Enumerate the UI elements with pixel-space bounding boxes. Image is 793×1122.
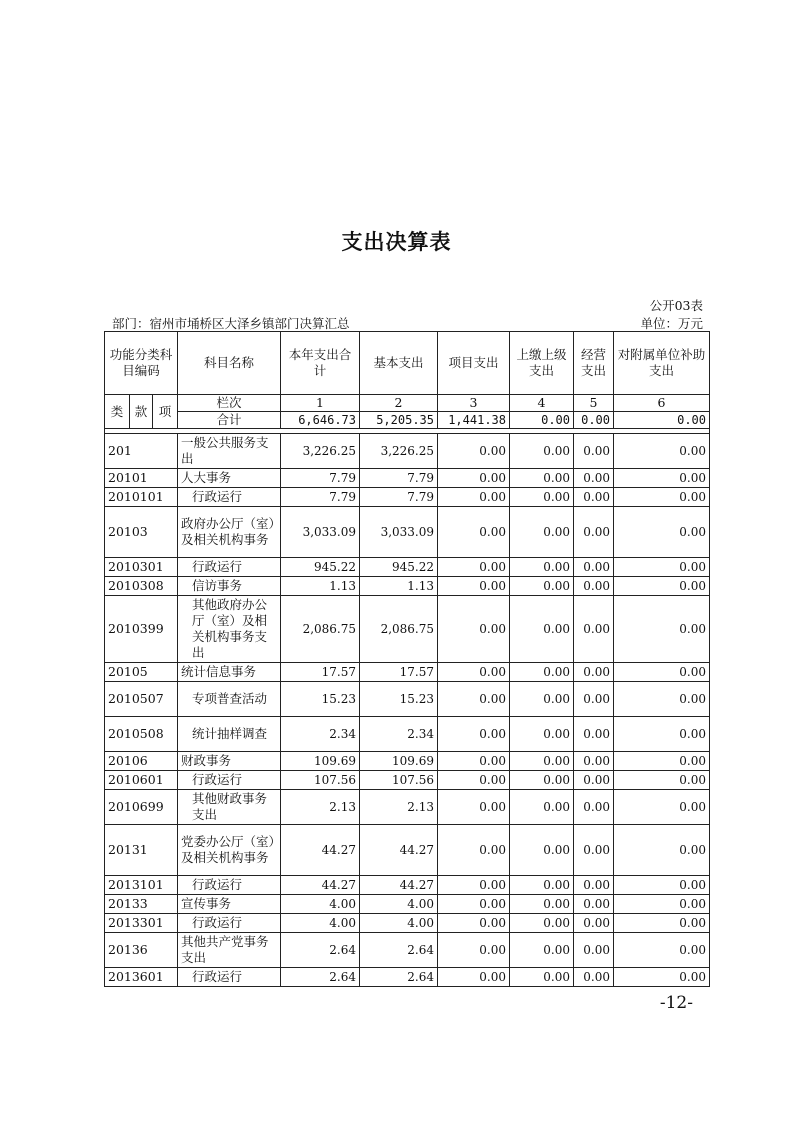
row-value-total: 945.22 [281, 558, 360, 577]
row-value-total: 3,226.25 [281, 434, 360, 469]
row-value-basic: 7.79 [360, 488, 438, 507]
table-row [105, 558, 710, 577]
row-value-total: 15.23 [281, 682, 360, 717]
row-code: 2013101 [105, 876, 178, 895]
col-index-6: 6 [614, 395, 710, 412]
row-value-subsidy: 0.00 [614, 876, 710, 895]
row-value-upper: 0.00 [510, 895, 574, 914]
row-value-subsidy: 0.00 [614, 895, 710, 914]
total-value-business: 0.00 [574, 412, 614, 429]
row-value-total: 17.57 [281, 663, 360, 682]
row-value-upper: 0.00 [510, 825, 574, 876]
row-value-project: 0.00 [438, 596, 510, 663]
row-value-subsidy: 0.00 [614, 752, 710, 771]
table-row [105, 577, 710, 596]
row-value-project: 0.00 [438, 682, 510, 717]
header-upper: 上缴上级支出 [510, 332, 574, 395]
row-value-subsidy: 0.00 [614, 825, 710, 876]
row-value-basic: 44.27 [360, 876, 438, 895]
row-subject-name: 统计抽样调查 [178, 717, 281, 752]
header-subsidy: 对附属单位补助支出 [614, 332, 710, 395]
row-value-business: 0.00 [574, 790, 614, 825]
row-code: 20136 [105, 933, 178, 968]
row-value-business: 0.00 [574, 914, 614, 933]
header-basic: 基本支出 [360, 332, 438, 395]
row-subject-name: 行政运行 [178, 914, 281, 933]
header-subject-name: 科目名称 [178, 332, 281, 395]
row-value-total: 44.27 [281, 825, 360, 876]
row-value-basic: 4.00 [360, 895, 438, 914]
row-code: 2010699 [105, 790, 178, 825]
row-value-basic: 2.13 [360, 790, 438, 825]
row-code: 20131 [105, 825, 178, 876]
row-subject-name: 党委办公厅（室）及相关机构事务 [178, 825, 281, 876]
row-code: 20106 [105, 752, 178, 771]
row-code: 2013301 [105, 914, 178, 933]
row-value-upper: 0.00 [510, 717, 574, 752]
row-value-business: 0.00 [574, 752, 614, 771]
row-code: 20133 [105, 895, 178, 914]
row-value-upper: 0.00 [510, 933, 574, 968]
row-subject-name: 宣传事务 [178, 895, 281, 914]
col-index-5: 5 [574, 395, 614, 412]
table-row [105, 895, 710, 914]
row-value-business: 0.00 [574, 771, 614, 790]
row-value-project: 0.00 [438, 895, 510, 914]
row-value-basic: 2.64 [360, 968, 438, 987]
row-code: 20105 [105, 663, 178, 682]
row-value-subsidy: 0.00 [614, 968, 710, 987]
table-row [105, 771, 710, 790]
row-value-subsidy: 0.00 [614, 558, 710, 577]
row-value-project: 0.00 [438, 914, 510, 933]
row-subject-name: 人大事务 [178, 469, 281, 488]
row-value-business: 0.00 [574, 434, 614, 469]
row-code: 2010508 [105, 717, 178, 752]
row-value-basic: 1.13 [360, 577, 438, 596]
row-subject-name: 行政运行 [178, 968, 281, 987]
header-project: 项目支出 [438, 332, 510, 395]
row-value-upper: 0.00 [510, 434, 574, 469]
row-value-business: 0.00 [574, 717, 614, 752]
row-value-total: 44.27 [281, 876, 360, 895]
row-value-business: 0.00 [574, 469, 614, 488]
row-value-project: 0.00 [438, 488, 510, 507]
row-value-total: 4.00 [281, 914, 360, 933]
department-label: 部门：宿州市埇桥区大泽乡镇部门决算汇总 [112, 316, 350, 331]
row-value-total: 7.79 [281, 488, 360, 507]
header-kuan: 款 [130, 395, 153, 429]
row-value-project: 0.00 [438, 825, 510, 876]
row-value-project: 0.00 [438, 968, 510, 987]
row-value-basic: 107.56 [360, 771, 438, 790]
row-subject-name: 行政运行 [178, 771, 281, 790]
row-subject-name: 行政运行 [178, 488, 281, 507]
row-subject-name: 行政运行 [178, 876, 281, 895]
row-value-total: 2.13 [281, 790, 360, 825]
total-value-total: 6,646.73 [281, 412, 360, 429]
row-value-basic: 3,226.25 [360, 434, 438, 469]
table-row [105, 790, 710, 825]
table-body [105, 434, 710, 987]
row-value-business: 0.00 [574, 558, 614, 577]
col-index-2: 2 [360, 395, 438, 412]
row-value-project: 0.00 [438, 933, 510, 968]
row-value-project: 0.00 [438, 876, 510, 895]
row-value-project: 0.00 [438, 507, 510, 558]
unit-label: 单位：万元 [640, 316, 703, 331]
row-subject-name: 一般公共服务支出 [178, 434, 281, 469]
row-code: 2010101 [105, 488, 178, 507]
header-lanci: 栏次 [178, 395, 281, 412]
row-value-project: 0.00 [438, 577, 510, 596]
row-value-business: 0.00 [574, 895, 614, 914]
row-value-basic: 7.79 [360, 469, 438, 488]
row-code: 2013601 [105, 968, 178, 987]
row-value-basic: 2.34 [360, 717, 438, 752]
row-value-basic: 4.00 [360, 914, 438, 933]
row-value-subsidy: 0.00 [614, 771, 710, 790]
row-value-basic: 945.22 [360, 558, 438, 577]
row-code: 2010601 [105, 771, 178, 790]
total-value-basic: 5,205.35 [360, 412, 438, 429]
table-row [105, 682, 710, 717]
table-row [105, 596, 710, 663]
row-value-total: 7.79 [281, 469, 360, 488]
row-subject-name: 行政运行 [178, 558, 281, 577]
page-title: 支出决算表 [341, 229, 452, 254]
row-value-basic: 2,086.75 [360, 596, 438, 663]
row-subject-name: 信访事务 [178, 577, 281, 596]
row-value-business: 0.00 [574, 596, 614, 663]
row-value-upper: 0.00 [510, 876, 574, 895]
row-value-upper: 0.00 [510, 790, 574, 825]
row-value-total: 2,086.75 [281, 596, 360, 663]
row-value-total: 3,033.09 [281, 507, 360, 558]
row-value-project: 0.00 [438, 717, 510, 752]
row-value-upper: 0.00 [510, 663, 574, 682]
table-row [105, 717, 710, 752]
row-value-subsidy: 0.00 [614, 717, 710, 752]
row-value-project: 0.00 [438, 771, 510, 790]
total-value-project: 1,441.38 [438, 412, 510, 429]
row-value-upper: 0.00 [510, 488, 574, 507]
table-row [105, 914, 710, 933]
row-value-basic: 44.27 [360, 825, 438, 876]
row-value-upper: 0.00 [510, 968, 574, 987]
row-value-business: 0.00 [574, 577, 614, 596]
row-value-subsidy: 0.00 [614, 682, 710, 717]
row-value-subsidy: 0.00 [614, 469, 710, 488]
total-label: 合计 [178, 412, 281, 429]
row-value-basic: 3,033.09 [360, 507, 438, 558]
total-row [105, 412, 710, 429]
row-value-total: 2.34 [281, 717, 360, 752]
row-value-total: 2.64 [281, 933, 360, 968]
row-value-upper: 0.00 [510, 596, 574, 663]
row-code: 2010308 [105, 577, 178, 596]
table-row [105, 933, 710, 968]
table-row [105, 752, 710, 771]
row-value-business: 0.00 [574, 933, 614, 968]
row-value-business: 0.00 [574, 663, 614, 682]
row-subject-name: 统计信息事务 [178, 663, 281, 682]
row-value-total: 1.13 [281, 577, 360, 596]
row-value-total: 109.69 [281, 752, 360, 771]
table-row [105, 968, 710, 987]
row-subject-name: 其他财政事务支出 [178, 790, 281, 825]
row-value-project: 0.00 [438, 790, 510, 825]
row-value-total: 4.00 [281, 895, 360, 914]
row-value-upper: 0.00 [510, 469, 574, 488]
row-code: 20103 [105, 507, 178, 558]
table-row [105, 876, 710, 895]
table-row [105, 434, 710, 469]
row-value-upper: 0.00 [510, 914, 574, 933]
row-value-subsidy: 0.00 [614, 434, 710, 469]
row-value-upper: 0.00 [510, 558, 574, 577]
header-lei: 类 [105, 395, 130, 429]
table-row [105, 488, 710, 507]
row-value-subsidy: 0.00 [614, 914, 710, 933]
row-subject-name: 其他政府办公厅（室）及相关机构事务支出 [178, 596, 281, 663]
row-value-subsidy: 0.00 [614, 488, 710, 507]
page-number: -12- [659, 993, 693, 1013]
row-value-business: 0.00 [574, 507, 614, 558]
row-value-project: 0.00 [438, 434, 510, 469]
row-value-subsidy: 0.00 [614, 790, 710, 825]
row-value-basic: 109.69 [360, 752, 438, 771]
row-value-subsidy: 0.00 [614, 596, 710, 663]
row-value-basic: 15.23 [360, 682, 438, 717]
row-value-basic: 2.64 [360, 933, 438, 968]
row-value-total: 107.56 [281, 771, 360, 790]
row-value-total: 2.64 [281, 968, 360, 987]
expenditure-table [104, 331, 710, 987]
header-xiang: 项 [153, 395, 178, 429]
row-value-upper: 0.00 [510, 507, 574, 558]
row-value-project: 0.00 [438, 558, 510, 577]
total-value-subsidy: 0.00 [614, 412, 710, 429]
row-value-business: 0.00 [574, 876, 614, 895]
row-value-subsidy: 0.00 [614, 933, 710, 968]
col-index-4: 4 [510, 395, 574, 412]
row-subject-name: 专项普查活动 [178, 682, 281, 717]
row-value-upper: 0.00 [510, 752, 574, 771]
header-business: 经营支出 [574, 332, 614, 395]
col-index-3: 3 [438, 395, 510, 412]
row-value-project: 0.00 [438, 469, 510, 488]
row-subject-name: 其他共产党事务支出 [178, 933, 281, 968]
table-row [105, 663, 710, 682]
total-value-upper: 0.00 [510, 412, 574, 429]
row-value-subsidy: 0.00 [614, 577, 710, 596]
row-subject-name: 财政事务 [178, 752, 281, 771]
row-code: 2010399 [105, 596, 178, 663]
table-row [105, 507, 710, 558]
row-value-project: 0.00 [438, 663, 510, 682]
row-code: 201 [105, 434, 178, 469]
header-total: 本年支出合计 [281, 332, 360, 395]
row-value-upper: 0.00 [510, 771, 574, 790]
row-value-upper: 0.00 [510, 682, 574, 717]
row-value-business: 0.00 [574, 488, 614, 507]
row-value-subsidy: 0.00 [614, 507, 710, 558]
row-value-upper: 0.00 [510, 577, 574, 596]
row-value-basic: 17.57 [360, 663, 438, 682]
row-value-business: 0.00 [574, 968, 614, 987]
header-func-code: 功能分类科目编码 [105, 332, 178, 395]
form-number: 公开03表 [649, 298, 703, 313]
row-value-project: 0.00 [438, 752, 510, 771]
table-row [105, 469, 710, 488]
row-code: 2010301 [105, 558, 178, 577]
row-value-subsidy: 0.00 [614, 663, 710, 682]
col-index-1: 1 [281, 395, 360, 412]
row-value-business: 0.00 [574, 825, 614, 876]
row-value-business: 0.00 [574, 682, 614, 717]
table-row [105, 825, 710, 876]
row-subject-name: 政府办公厅（室）及相关机构事务 [178, 507, 281, 558]
row-code: 2010507 [105, 682, 178, 717]
row-code: 20101 [105, 469, 178, 488]
